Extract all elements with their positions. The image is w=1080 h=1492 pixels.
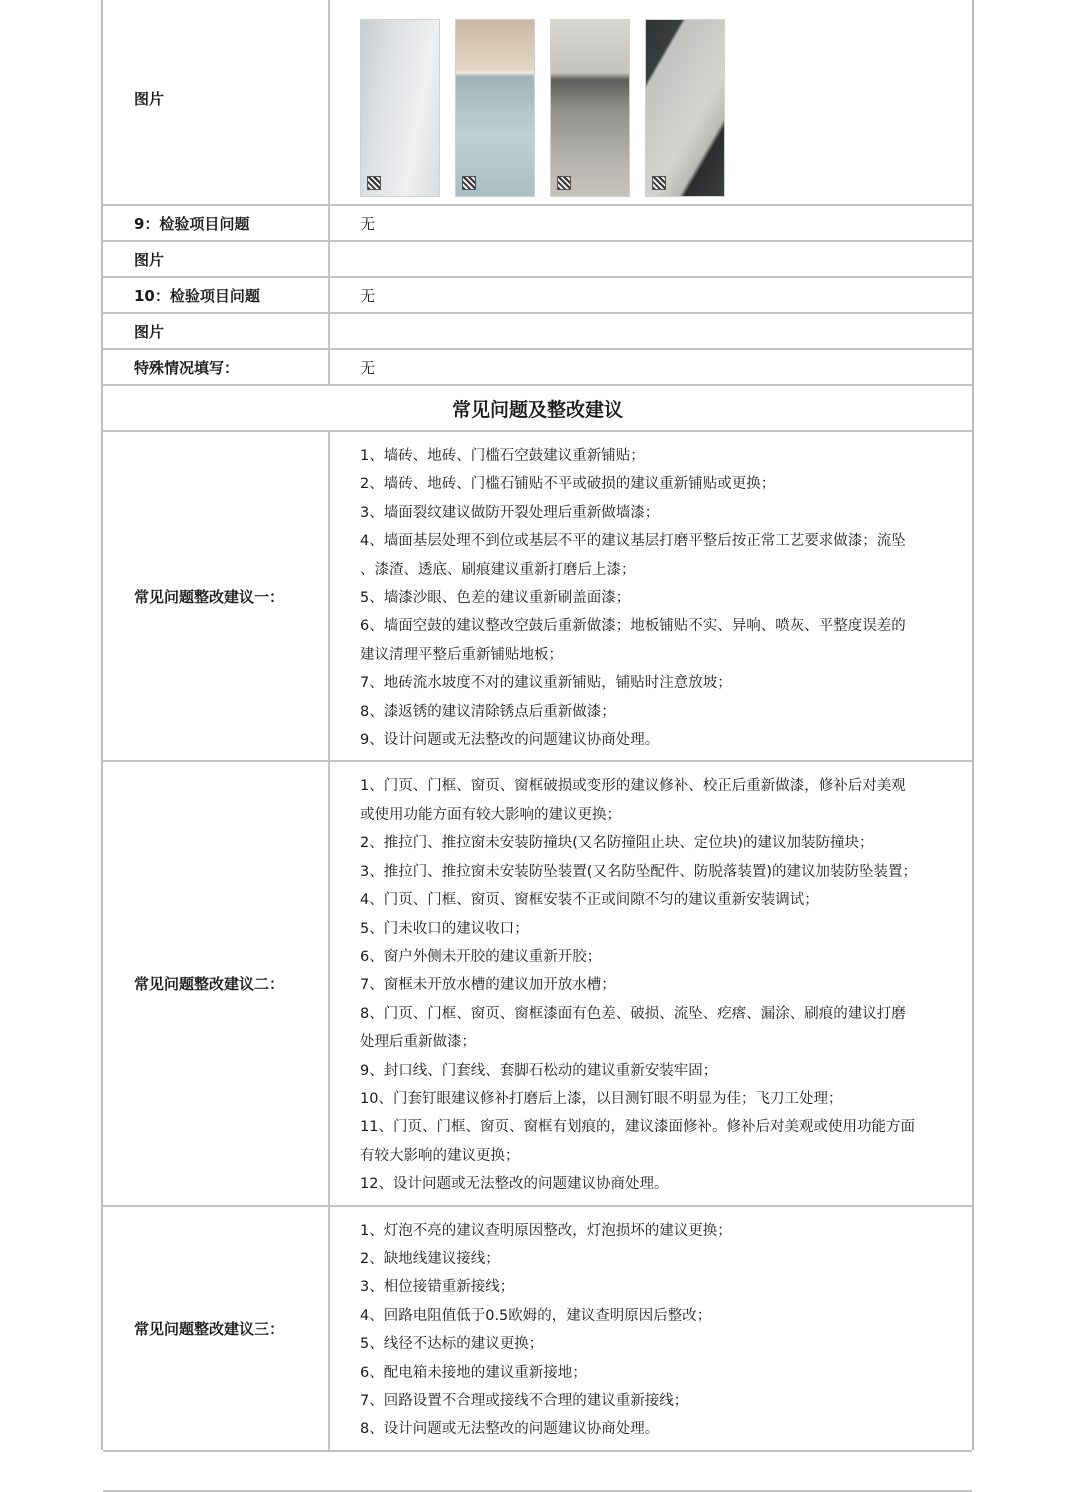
list-item: 处理后重新做漆； — [360, 1034, 476, 1051]
list-item: 6、配电箱未接地的建议重新接地； — [360, 1364, 587, 1381]
suggestion-list — [330, 1207, 972, 1450]
row-value — [329, 313, 972, 349]
photo-wall-panel[interactable] — [645, 19, 725, 197]
list-item: 6、窗户外侧未开胶的建议重新开胶； — [360, 948, 602, 965]
list-item: 8、漆返锈的建议清除锈点后重新做漆； — [360, 703, 616, 720]
suggestion-list — [330, 432, 972, 760]
list-item: 9、封口线、门套线、套脚石松动的建议重新安装牢固； — [360, 1062, 718, 1079]
section-title: 常见问题及整改建议 — [103, 385, 972, 431]
row-label: 9：检验项目问题 — [103, 205, 329, 241]
suggestion-row — [103, 1206, 972, 1451]
suggestion-cell — [329, 761, 972, 1205]
list-item: 3、相位接错重新接线； — [360, 1279, 515, 1296]
list-item: 2、墙砖、地砖、门槛石铺贴不平或破损的建议重新铺贴或更换； — [360, 476, 776, 493]
photo-ceiling[interactable] — [455, 19, 535, 197]
photo-cell — [329, 0, 972, 205]
suggestion-cell — [329, 1206, 972, 1451]
list-item: 7、地砖流水坡度不对的建议重新铺贴，铺贴时注意放坡； — [360, 675, 732, 692]
qr-icon — [367, 176, 381, 190]
list-item: 2、缺地线建议接线； — [360, 1250, 500, 1267]
table-row — [103, 241, 972, 277]
list-item: 7、窗框未开放水槽的建议加开放水槽； — [360, 977, 616, 994]
suggestion-label: 常见问题整改建议二： — [103, 761, 329, 1205]
table-row — [103, 1451, 972, 1491]
suggestion-row — [103, 431, 972, 761]
section-title-row — [103, 385, 972, 431]
qr-icon — [462, 176, 476, 190]
row-label: 图片 — [103, 0, 329, 205]
row-value — [329, 241, 972, 277]
table-row — [103, 313, 972, 349]
list-item: 11、门页、门框、窗页、窗框有划痕的，建议漆面修补。修补后对美观或使用功能方面 — [360, 1119, 915, 1136]
list-item: 4、门页、门框、窗页、窗框安装不正或间隙不匀的建议重新安装调试； — [360, 892, 819, 909]
list-item: 5、线径不达标的建议更换； — [360, 1336, 544, 1353]
photo-marble-floor[interactable] — [550, 19, 630, 197]
photo-strip — [360, 0, 972, 199]
inspection-table — [103, 0, 972, 1492]
list-item: 5、门未收口的建议收口； — [360, 920, 529, 937]
list-item: 8、设计问题或无法整改的问题建议协商处理。 — [360, 1421, 660, 1438]
inspection-report-page — [101, 0, 974, 1450]
table-row — [103, 277, 972, 313]
list-item: 1、墙砖、地砖、门槛石空鼓建议重新铺贴； — [360, 448, 645, 464]
row-label: 特殊情况填写： — [103, 349, 329, 385]
list-item: 9、设计问题或无法整改的问题建议协商处理。 — [360, 732, 660, 749]
list-item: 5、墙漆沙眼、色差的建议重新刷盖面漆； — [360, 590, 631, 607]
table-row — [103, 349, 972, 385]
qr-icon — [557, 176, 571, 190]
list-item: 6、墙面空鼓的建议整改空鼓后重新做漆；地板铺贴不实、异响、喷灰、平整度误差的 — [360, 618, 906, 635]
row-value: 无 — [329, 349, 972, 385]
suggestion-row — [103, 761, 972, 1205]
photo-wall[interactable] — [360, 19, 440, 197]
list-item: 或使用功能方面有较大影响的建议更换； — [360, 806, 621, 823]
list-item: 12、设计问题或无法整改的问题建议协商处理。 — [360, 1176, 669, 1193]
row-label: 10：检验项目问题 — [103, 277, 329, 313]
list-item: 1、灯泡不亮的建议查明原因整改，灯泡损坏的建议更换； — [360, 1222, 732, 1239]
list-item: 建议清理平整后重新铺贴地板； — [360, 646, 563, 663]
list-item: 有较大影响的建议更换； — [360, 1147, 520, 1164]
list-item: 、漆渣、透底、刷痕建议重新打磨后上漆； — [360, 561, 636, 578]
row-label: 图片 — [103, 241, 329, 277]
suggestion-cell — [329, 431, 972, 761]
suggestion-list — [330, 762, 972, 1204]
suggestion-label: 常见问题整改建议三： — [103, 1206, 329, 1451]
row-label: 图片 — [103, 313, 329, 349]
list-item: 8、门页、门框、窗页、窗框漆面有色差、破损、流坠、疙瘩、漏涂、刷痕的建议打磨 — [360, 1005, 906, 1022]
table-row — [103, 205, 972, 241]
list-item: 3、推拉门、推拉窗未安装防坠装置(又名防坠配件、防脱落装置)的建议加装防坠装置； — [360, 863, 918, 880]
list-item: 7、回路设置不合理或接线不合理的建议重新接线； — [360, 1393, 689, 1409]
list-item: 1、门页、门框、窗页、窗框破损或变形的建议修补、校正后重新做漆，修补后对美观 — [360, 778, 906, 795]
list-item: 3、墙面裂纹建议做防开裂处理后重新做墙漆； — [360, 504, 660, 521]
list-item: 4、回路电阻值低于0.5欧姆的，建议查明原因后整改； — [360, 1307, 712, 1324]
list-item: 2、推拉门、推拉窗未安装防撞块(又名防撞阻止块、定位块)的建议加装防撞块； — [360, 835, 874, 852]
list-item: 10、门套钉眼建议修补打磨后上漆，以目测钉眼不明显为佳；飞刀工处理； — [360, 1090, 843, 1107]
row-value: 无 — [329, 205, 972, 241]
table-row — [103, 0, 972, 205]
row-value: 无 — [329, 277, 972, 313]
qr-icon — [652, 176, 666, 190]
list-item: 4、墙面基层处理不到位或基层不平的建议基层打磨平整后按正常工艺要求做漆；流坠 — [360, 533, 906, 550]
suggestion-label: 常见问题整改建议一： — [103, 431, 329, 761]
empty-row — [103, 1451, 972, 1491]
